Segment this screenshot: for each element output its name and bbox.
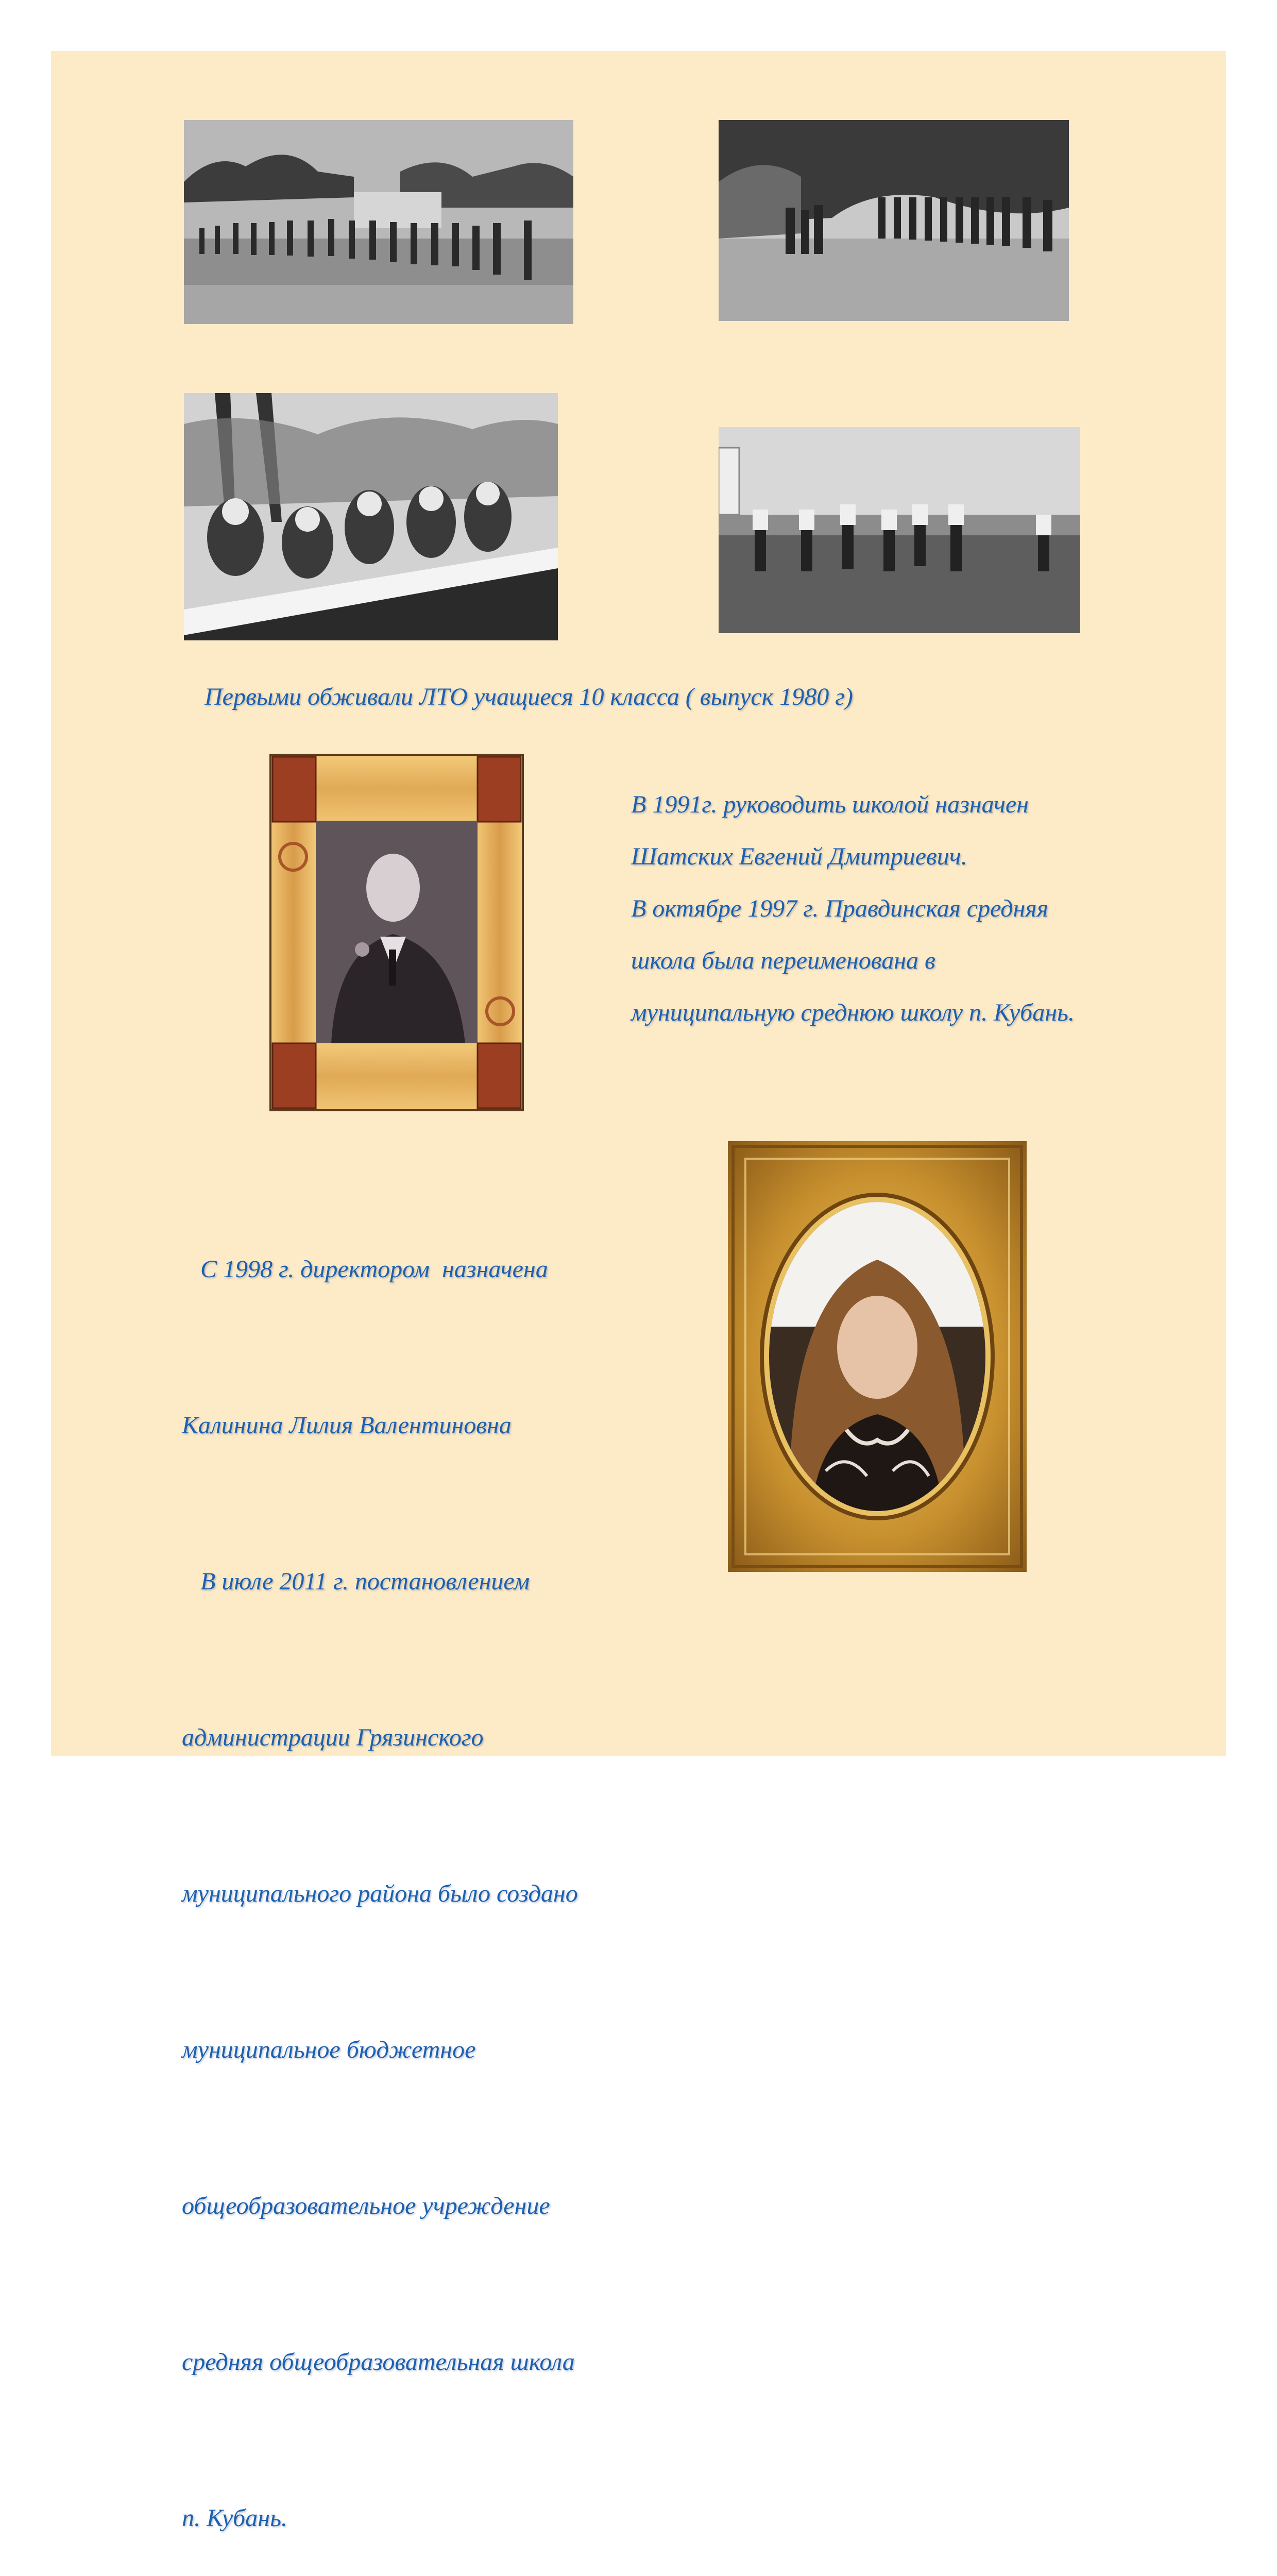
portrait-frame-kalinina (728, 1141, 1027, 1572)
photo-students-digging-field (719, 427, 1080, 633)
portrait-frame-shatskikh (269, 754, 524, 1111)
photo-line-of-students-field (184, 120, 573, 324)
photo-students-eating-at-table (184, 393, 558, 640)
text-line: муниципального района было создано (182, 1880, 578, 1907)
text-line: п. Кубань. (182, 2504, 287, 2532)
text-line: муниципальное бюджетное (182, 2036, 476, 2063)
photo-students-in-field-by-trees (719, 120, 1069, 321)
text-line: средняя общеобразовательная школа (182, 2348, 575, 2376)
text-line: В июле 2011 г. постановлением (182, 1568, 530, 1595)
text-line: муниципальную среднюю школу п. Кубань. (631, 999, 1075, 1026)
text-line: общеобразовательное учреждение (182, 2192, 550, 2219)
text-block-1991 (631, 778, 1075, 1039)
text-line: В 1991г. руководить школой назначен (631, 791, 1029, 818)
text-line: С 1998 г. директором назначена (182, 1256, 548, 1283)
text-block-1998 (182, 1139, 578, 2576)
caption-lto-first-residents: Первыми обживали ЛТО учащиеся 10 класса ( выпуск 1980 г) (205, 683, 853, 710)
text-line: школа была переименована в (631, 947, 935, 974)
page-background (51, 51, 1226, 2532)
text-line: администрации Грязинского (182, 1724, 484, 1751)
text-line: Калинина Лилия Валентиновна (182, 1412, 512, 1439)
text-line: Шатских Евгений Дмитриевич. (631, 843, 967, 870)
text-line: В октябре 1997 г. Правдинская средняя (631, 895, 1048, 922)
